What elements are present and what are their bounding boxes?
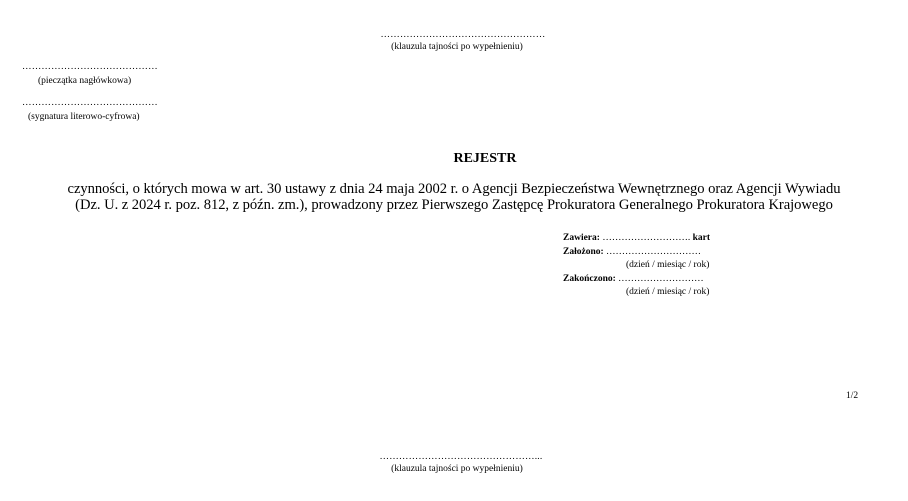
description-line-1: czynności, o których mowa w art. 30 ustawy z dnia 24 maja 2002 r. o Agencji Bezpieczeństwa Wewnętrznego oraz Agencji Wywiadu — [67, 181, 841, 197]
contains-label: Zawiera: — [563, 233, 600, 243]
contains-unit: kart — [692, 233, 710, 243]
signature-code-field — [22, 92, 158, 123]
header-stamp-field — [22, 56, 158, 87]
created-date-hint: (dzień / miesiąc / rok) — [626, 260, 710, 270]
signature-dotted-line: …………………………………… — [22, 98, 158, 108]
created-dots: ………………………… — [606, 247, 702, 257]
closed-row — [563, 272, 710, 286]
closed-label: Zakończono: — [563, 274, 616, 284]
bottom-clause-label: (klauzula tajności po wypełnieniu) — [391, 464, 523, 474]
document-title: REJESTR — [453, 151, 517, 166]
register-metadata — [563, 231, 710, 299]
description-line-2: (Dz. U. z 2024 r. poz. 812, z późn. zm.), prowadzony przez Pierwszego Zastępcę Prokuratora Generalnego Prokuratora Krajowego — [75, 197, 833, 213]
page-number: 1/2 — [846, 391, 859, 401]
created-row — [563, 245, 710, 259]
bottom-clause-dotted-line: …………………………………………... — [379, 452, 543, 462]
closed-date-hint: (dzień / miesiąc / rok) — [626, 287, 710, 297]
stamp-label: (pieczątka nagłówkowa) — [38, 76, 132, 86]
contains-dots: ………………………. — [602, 233, 691, 243]
top-clause-label: (klauzula tajności po wypełnieniu) — [391, 42, 523, 52]
closed-dots: ……………………… — [618, 274, 704, 284]
top-classification-clause — [0, 31, 908, 53]
document-description — [0, 181, 908, 213]
signature-label: (sygnatura literowo-cyfrowa) — [28, 112, 140, 122]
top-clause-dotted-line: …………………………………………… — [380, 30, 546, 40]
contains-row — [563, 231, 710, 245]
bottom-classification-clause — [0, 453, 908, 475]
created-label: Założono: — [563, 247, 604, 257]
stamp-dotted-line: …………………………………… — [22, 62, 158, 72]
